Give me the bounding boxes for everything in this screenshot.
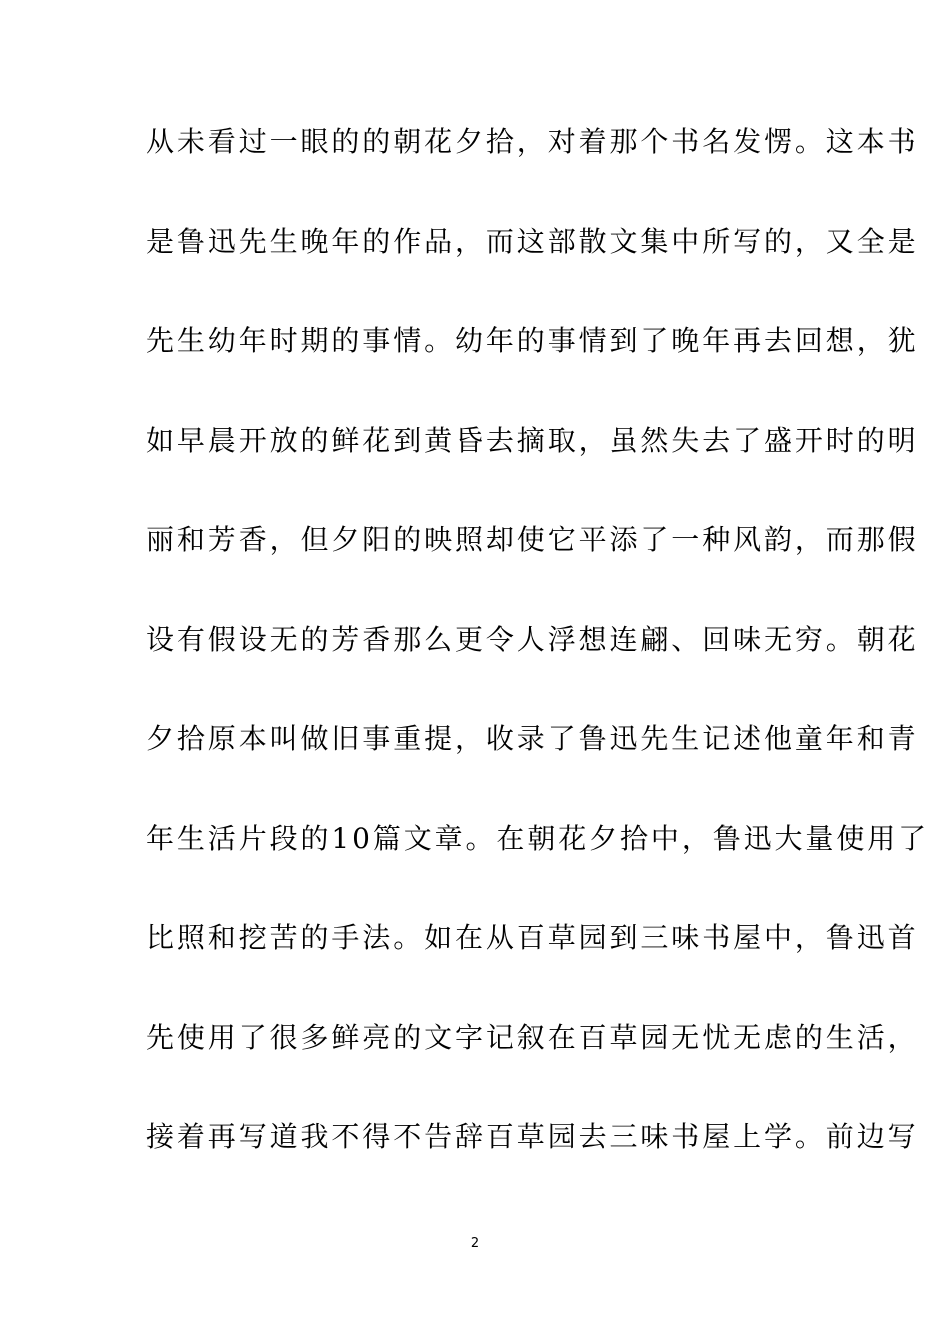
text-line-11: 接着再写道我不得不告辞百草园去三味书屋上学。前边写 [146, 1120, 919, 1153]
text-line-3: 先生幼年时期的事情。幼年的事情到了晚年再去回想，犹 [146, 324, 919, 357]
text-line-10: 先使用了很多鲜亮的文字记叙在百草园无忧无虑的生活， [146, 1020, 919, 1054]
body-text [146, 125, 930, 1221]
page-number: 2 [470, 1236, 480, 1251]
text-line-6: 设有假设无的芳香那么更令人浮想连翩、回味无穷。朝花 [146, 622, 919, 656]
text-line-5: 丽和芳香，但夕阳的映照却使它平添了一种风韵，而那假 [146, 523, 919, 556]
text-line-8: 年生活片段的10篇文章。在朝花夕拾中，鲁迅大量使用了 [146, 821, 930, 855]
text-line-9: 比照和挖苦的手法。如在从百草园到三味书屋中，鲁迅首 [146, 921, 919, 954]
text-line-7: 夕拾原本叫做旧事重提，收录了鲁迅先生记述他童年和青 [146, 722, 919, 755]
text-line-1: 从未看过一眼的的朝花夕拾，对着那个书名发愣。这本书 [146, 125, 919, 158]
text-line-4: 如早晨开放的鲜花到黄昏去摘取，虽然失去了盛开时的明 [146, 423, 919, 457]
text-line-2: 是鲁迅先生晚年的作品，而这部散文集中所写的，又全是 [146, 224, 919, 258]
